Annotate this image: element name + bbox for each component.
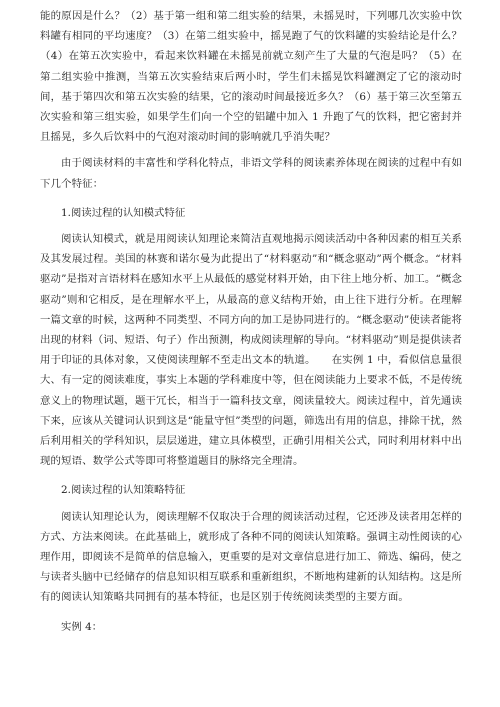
spacer <box>40 608 462 617</box>
section-heading-cognitive-strategy: 2.阅读过程的认知策略特征 <box>61 484 186 497</box>
spacer <box>40 194 462 203</box>
section-heading-cognitive-model: 1.阅读过程的认知模式特征 <box>61 206 186 219</box>
example-heading: 实例 4： <box>61 620 103 633</box>
paragraph-continued-questions: 能的原因是什么？（2）基于第一组和第二组实验的结果，未摇晃时，下列哪几次实验中饮料罐有相同的平均速度？（3）在第二组实验中，摇晃跑了气的饮料罐的实验结论是什么？（4）在第五次实验中，看起来饮料罐在未摇晃前就立刻产生了大量的气泡是吗？（5）在第二组实验中推测，当第五次实验结束后两小时，学生们未摇晃饮料罐测定了它的滚动时间，基于第四次和第五次实验的结果，它的滚动时间最接近多久？（6）基于第三次至第五次实验和第三组实验，如果学生们向一个空的铝罐中加入 1 升跑了气的饮料，把它密封并且摇晃，多久后饮料中的气泡对滚动时间的影响就几乎消失呢？ <box>40 10 462 144</box>
paragraph-cognitive-strategy: 阅读认知理论认为，阅读理解不仅取决于合理的阅读活动过程，它还涉及读者用怎样的方式、方法来阅读。在此基础上，就形成了各种不同的阅读认知策略。强调主动性阅读的心理作用，即阅读不是简单的信息输入，更重要的是对文章信息进行加工、筛选、编码，使之与读者头脑中已经储存的信息知识相互联系和重新组织，不断地构建新的认知结构。这是所有的阅读认知策略共同拥有的基本特征，也是区别于传统阅读类型的主要方面。 <box>40 510 462 604</box>
paragraph-reading-features-intro: 由于阅读材料的丰富性和学科化特点，非语文学科的阅读素养体现在阅读的过程中有如下几个特征： <box>40 157 462 190</box>
document-page <box>40 6 462 637</box>
spacer <box>40 471 462 480</box>
paragraph-cognitive-model: 阅读认知模式，就是用阅读认知理论来简洁直观地揭示阅读活动中各种因素的相互关系及其发展过程。美国的林赛和诺尔曼为此提出了“材料驱动”和“概念驱动”两个概念。“材料驱动”是指对言语材料在感知水平上从最低的感觉材料开始，由下往上地分析、加工。“概念驱动”则和它相反，是在理解水平上，从最高的意义结构开始，由上往下进行分析。在理解一篇文章的时候，这两种不同类型、不同方向的加工是协同进行的。“概念驱动”使读者能将出现的材料（词、短语、句子）作出预测，构成阅读理解的导向。“材料驱动”则是提供读者用于印证的具体对象，又使阅读理解不至走出文本的轨道。 在实例 1 中，看似信息量很大、有一定的阅读难度，事实上本题的学科难度中等，但在阅读能力上要求不低，不是传统意义上的物理试题，题干冗长，相当于一篇科技文章，阅读量较大。阅读过程中，首先通读下来，应该从关键词认识到这是“能量守恒”类型的问题，筛选出有用的信息，排除干扰，然后利用相关的学科知识，层层递进，建立具体模型，正确引用相关公式，同时利用材料中出现的短语、数学公式等即可将整道题目的脉络完全理清。 <box>40 233 463 468</box>
